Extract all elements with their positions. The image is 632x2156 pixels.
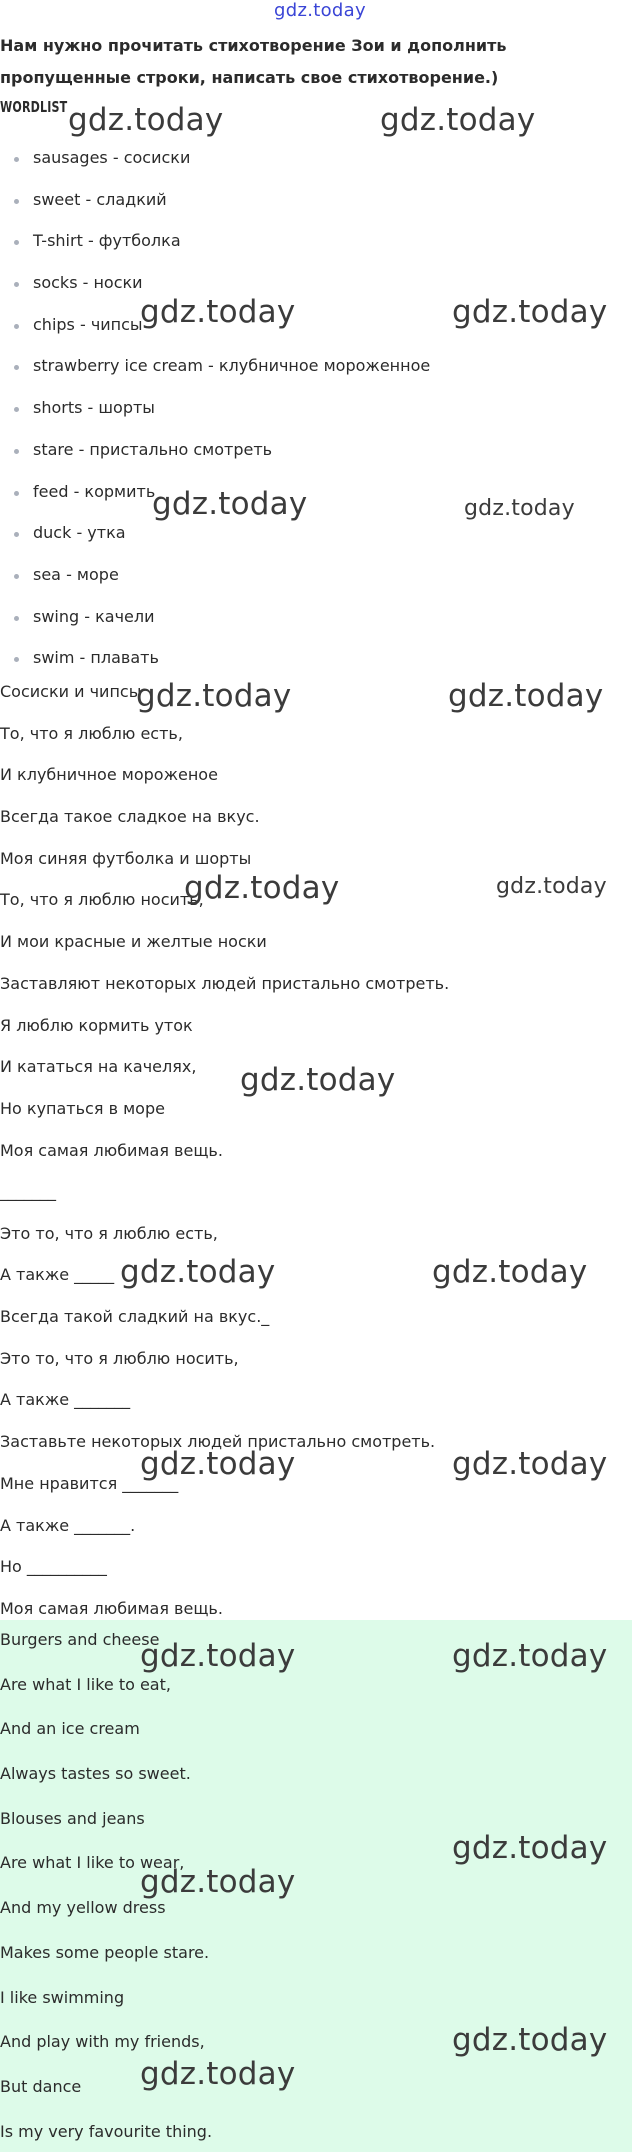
watermark: gdz.today [140,1638,296,1674]
watermark: gdz.today [448,678,604,714]
poem-line: И кататься на качелях, [0,1057,197,1077]
poem-line: And an ice cream [0,1719,140,1739]
watermark: gdz.today [380,102,536,138]
poem-line: Are what I like to wear, [0,1853,185,1873]
poem-line: Я люблю кормить уток [0,1015,193,1035]
poem-line: То, что я люблю есть, [0,723,183,743]
watermark: gdz.today [452,1446,608,1482]
watermark: gdz.today [68,102,224,138]
wordlist-item: swing - качели [0,599,430,641]
wordlist-item: duck - утка [0,515,430,557]
poem-line: Makes some people stare. [0,1942,210,1962]
poem-template [0,1176,628,1635]
watermark: gdz.today [496,874,607,899]
answer-highlight [0,1620,632,2152]
wordlist-heading: WORDLIST [0,98,68,116]
poem-line: И клубничное мороженое [0,765,218,785]
watermark: gdz.today [140,2056,296,2092]
task-description: Нам нужно прочитать стихотворение Зои и дополнить пропущенные строки, написать свое стихотворение.) [0,36,507,87]
wordlist-item: sweet - сладкий [0,182,430,224]
watermark: gdz.today [152,486,308,522]
template-line: Это то, что я люблю есть, [0,1223,218,1243]
template-line: А также _______ [0,1390,131,1410]
wordlist-item: feed - кормить [0,474,430,516]
watermark: gdz.today [452,2022,608,2058]
template-line: Моя самая любимая вещь. [0,1598,223,1618]
wordlist-item: strawberry ice cream - клубничное мороженное [0,348,430,390]
poem-line: Всегда такое сладкое на вкус. [0,807,260,827]
poem-english [0,1620,628,2156]
wordlist-item: socks - носки [0,265,430,307]
watermark: gdz.today [140,1864,296,1900]
poem-line: Blouses and jeans [0,1808,145,1828]
wordlist-item: T-shirt - футболка [0,223,430,265]
template-line: А также _____ [0,1265,115,1285]
poem-line: But dance [0,2076,82,2096]
template-line: А также _______. [0,1515,136,1535]
poem-line: I like swimming [0,1987,125,2007]
poem-line: Burgers and cheese [0,1630,160,1649]
poem-line: Моя самая любимая вещь. [0,1140,223,1160]
template-line: Это то, что я люблю носить, [0,1348,239,1368]
poem-line: Is my very favourite thing. [0,2121,213,2141]
wordlist-item: chips - чипсы [0,307,430,349]
poem-line: And play with my friends, [0,2032,205,2052]
watermark: gdz.today [240,1062,396,1098]
poem-line: Заставляют некоторых людей пристально смотреть. [0,973,450,993]
poem-line: Сосиски и чипсы [0,682,142,701]
poem-line: Но купаться в море [0,1098,165,1118]
site-logo[interactable]: gdz.today [274,0,366,21]
poem-russian [0,676,628,1176]
wordlist-item: swim - плавать [0,640,430,682]
poem-line: И мои красные и желтые носки [0,932,267,952]
template-line: _______ [0,1182,56,1201]
poem-line: То, что я люблю носить, [0,890,204,910]
watermark: gdz.today [120,1254,276,1290]
poem-line: And my yellow dress [0,1898,166,1918]
watermark: gdz.today [140,1446,296,1482]
template-line: Заставьте некоторых людей пристально смотреть. [0,1432,436,1452]
wordlist [0,140,430,682]
template-line: Всегда такой сладкий на вкус._ [0,1307,270,1327]
watermark: gdz.today [184,870,340,906]
watermark: gdz.today [432,1254,588,1290]
watermark: gdz.today [464,496,575,521]
wordlist-item: sea - море [0,557,430,599]
watermark: gdz.today [136,678,292,714]
poem-line: Are what I like to eat, [0,1674,171,1694]
watermark: gdz.today [140,294,296,330]
poem-line: Always tastes so sweet. [0,1764,191,1784]
wordlist-item: sausages - сосиски [0,140,430,182]
template-line: Но __________ [0,1557,107,1577]
watermark: gdz.today [452,1638,608,1674]
wordlist-item: shorts - шорты [0,390,430,432]
wordlist-item: stare - пристально смотреть [0,432,430,474]
template-line: Мне нравится _______ [0,1473,179,1493]
watermark: gdz.today [452,294,608,330]
watermark: gdz.today [452,1830,608,1866]
poem-line: Моя синяя футболка и шорты [0,848,252,868]
